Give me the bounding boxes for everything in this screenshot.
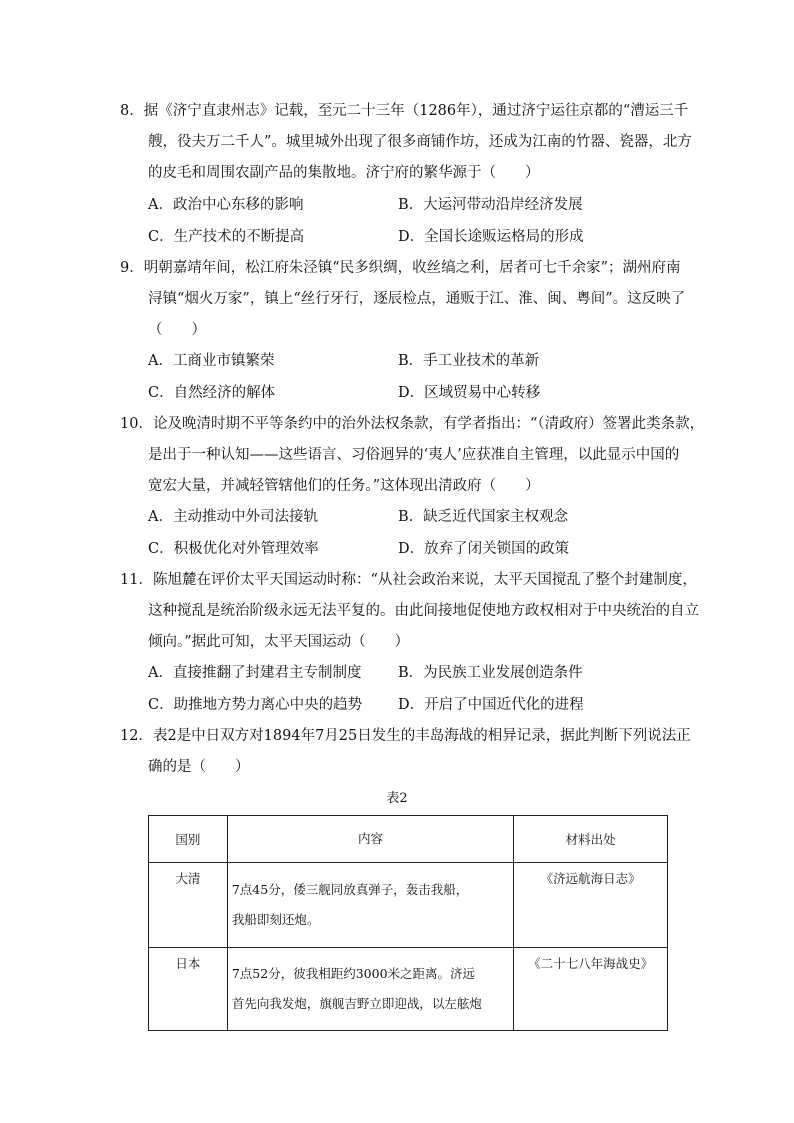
option-d[interactable]: D．全国长途贩运格局的形成 (398, 229, 584, 245)
table-caption: 表2 (386, 791, 408, 806)
table-cell-source: 《济远航海日志》 (514, 863, 668, 948)
question-text-line: 确的是（ ） (148, 759, 250, 775)
question-text-line: 倾向。”据此可知，太平天国运动（ ） (148, 634, 410, 650)
question-text-line: 10．论及晚清时期不平等条约中的治外法权条款，有学者指出：“（清政府）签署此类条款， (120, 416, 705, 432)
question-text-line: 11．陈旭麓在评价太平天国运动时称：“从社会政治来说，太平天国搅乱了整个封建制度， (120, 572, 697, 588)
option-c[interactable]: C．生产技术的不断提高 (148, 229, 305, 245)
table-content-line: 我船即刻还炮。 (231, 912, 320, 927)
table-row (149, 863, 668, 948)
table-header-cell: 材料出处 (514, 816, 668, 863)
question-text-line: （ ） (148, 322, 206, 338)
option-a[interactable]: A．直接推翻了封建君主专制制度 (148, 665, 362, 681)
question-text-line: 宽宏大量，并减轻管辖他们的任务。”这体现出清政府（ ） (148, 478, 540, 494)
table-cell-content (227, 948, 513, 1031)
option-b[interactable]: B．缺乏近代国家主权观念 (398, 509, 569, 525)
option-b[interactable]: B．手工业技术的革新 (398, 353, 540, 369)
table-content-line: 首先向我发炮，旗舰吉野立即迎战，以左舷炮 (231, 996, 482, 1011)
table-header-cell: 国别 (149, 816, 228, 863)
option-b[interactable]: B．大运河带动沿岸经济发展 (398, 197, 583, 213)
question-text-line: 9．明朝嘉靖年间，松江府朱泾镇“民多织绸，收丝缟之利，居者可七千余家”；湖州府南 (120, 260, 681, 276)
table-content-line: 7点52分，彼我相距约3000米之距离。济远 (231, 966, 476, 981)
table-cell-country: 日本 (149, 948, 228, 1031)
option-b[interactable]: B．为民族工业发展创造条件 (398, 665, 583, 681)
option-c[interactable]: C．助推地方势力离心中央的趋势 (148, 697, 363, 713)
question-text-line: 是出于一种认知——这些语言、习俗迥异的‘夷人’应获准自主管理，以此显示中国的 (148, 447, 680, 463)
option-c[interactable]: C．自然经济的解体 (148, 385, 276, 401)
option-d[interactable]: D．区域贸易中心转移 (398, 385, 541, 401)
table-header-cell: 内容 (227, 816, 513, 863)
question-text-line: 这种搅乱是统治阶级永远无法平复的。由此间接地促使地方政权相对于中央统治的自立 (148, 603, 699, 619)
option-a[interactable]: A．工商业市镇繁荣 (148, 353, 275, 369)
question-text-line: 浔镇“烟火万家”，镇上“丝行牙行，逐辰检点，通贩于江、淮、闽、粤间”。这反映了 (148, 291, 686, 307)
question-text-line: 艘，役夫万二千人”。城里城外出现了很多商铺作坊，还成为江南的竹器、瓷器，北方 (148, 134, 692, 150)
data-table (148, 815, 668, 1031)
table-cell-country: 大清 (149, 863, 228, 948)
option-a[interactable]: A．主动推动中外司法接轨 (148, 509, 318, 525)
question-text-line: 的皮毛和周围农副产品的集散地。济宁府的繁华源于（ ） (148, 165, 540, 181)
option-d[interactable]: D．放弃了闭关锁国的政策 (398, 541, 570, 557)
option-a[interactable]: A．政治中心东移的影响 (148, 197, 304, 213)
table-row (149, 948, 668, 1031)
table-cell-content (227, 863, 513, 948)
option-c[interactable]: C．积极优化对外管理效率 (148, 541, 319, 557)
table-cell-source: 《二十七八年海战史》 (514, 948, 668, 1031)
option-d[interactable]: D．开启了中国近代化的进程 (398, 697, 584, 713)
table-header-row (149, 816, 668, 863)
question-text-line: 8．据《济宁直隶州志》记载，至元二十三年（1286年），通过济宁运往京都的“漕运三千 (120, 103, 689, 119)
table-content-line: 7点45分，倭三舰同放真弹子，轰击我船， (231, 882, 469, 897)
question-text-line: 12．表2是中日双方对1894年7月25日发生的丰岛海战的相异记录，据此判断下列说法正 (120, 728, 691, 744)
